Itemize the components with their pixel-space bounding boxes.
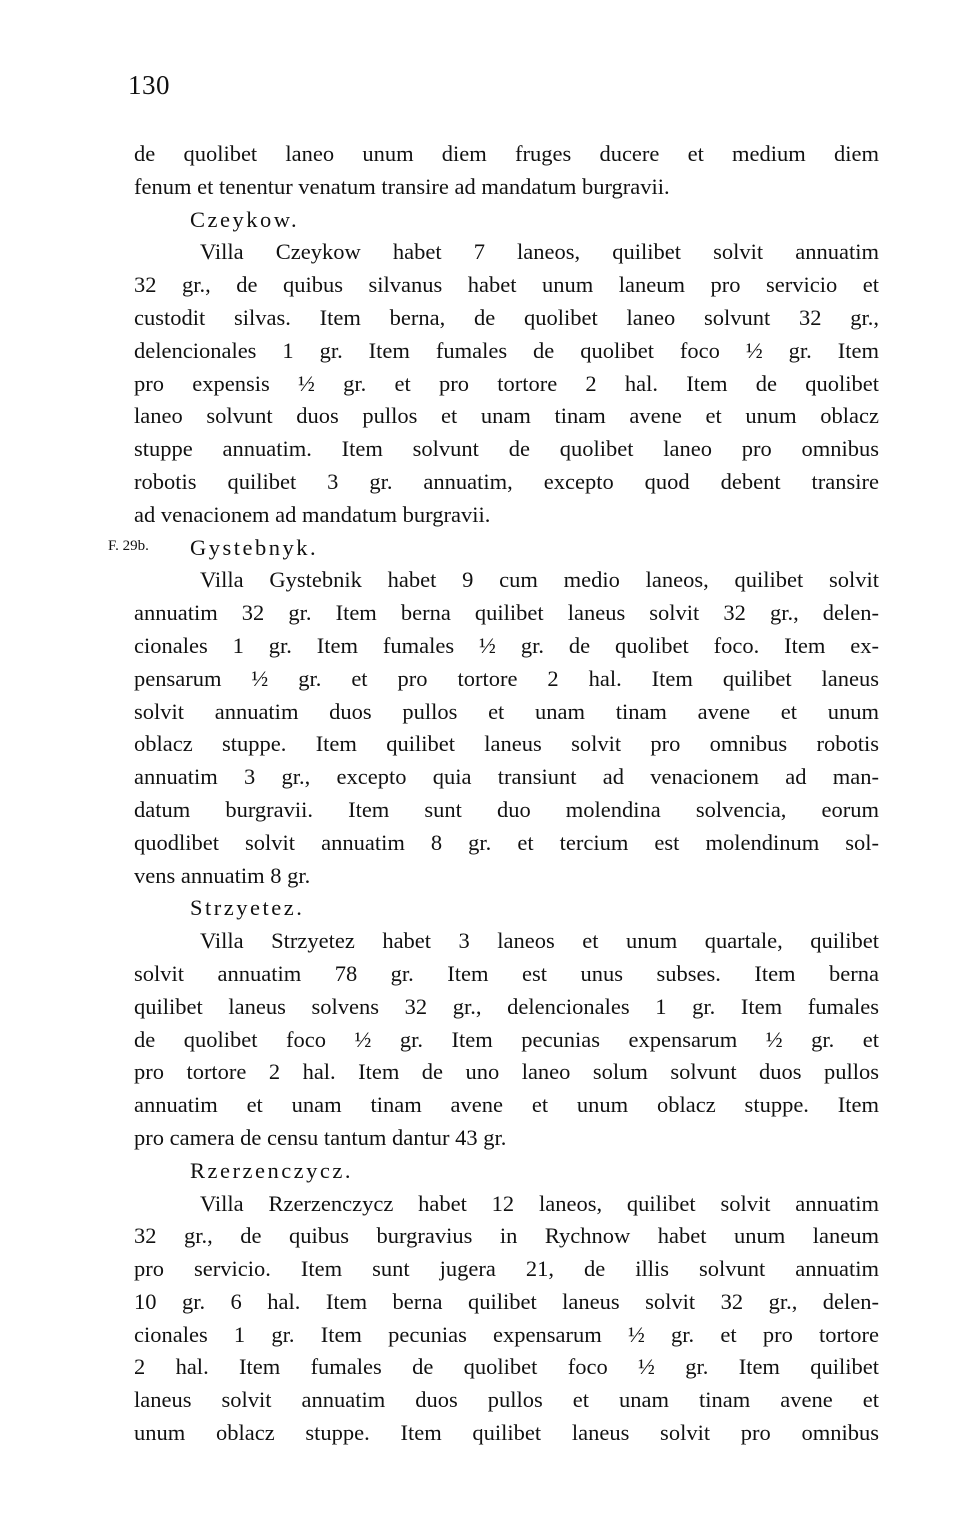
text-line: quilibet laneus solvens 32 gr., delencionales 1 gr. Item fumales [134, 993, 879, 1019]
section-heading: Czeykow. [190, 206, 300, 232]
text-line: de quolibet laneo unum diem fruges ducere et medium diem [134, 141, 879, 166]
margin-folio-note: F. 29b. [108, 538, 149, 554]
text-line: pro servicio. Item sunt jugera 21, de illis solvunt annuatim [134, 1256, 879, 1282]
section-heading: Strzyetez. [190, 895, 305, 921]
text-line: laneo solvunt duos pullos et unam tinam avene et unum oblacz [134, 403, 879, 429]
text-line: ad venacionem ad mandatum burgravii. [134, 501, 491, 527]
text-line: pro expensis ½ gr. et pro tortore 2 hal. Item de quolibet [134, 370, 879, 396]
text-line: solvit annuatim 78 gr. Item est unus subses. Item berna [134, 960, 879, 986]
text-line: custodit silvas. Item berna, de quolibet laneo solvunt 32 gr., [134, 304, 879, 330]
text-line: 2 hal. Item fumales de quolibet foco ½ gr. Item quilibet [134, 1354, 879, 1380]
text-line: pro tortore 2 hal. Item de uno laneo solum solvunt duos pullos [134, 1059, 879, 1085]
text-line: unum oblacz stuppe. Item quilibet laneus solvit pro omnibus [134, 1420, 879, 1446]
text-line: Villa Rzerzenczycz habet 12 laneos, quilibet solvit annuatim [200, 1190, 879, 1216]
text-line: datum burgravii. Item sunt duo molendina solvencia, eorum [134, 796, 879, 822]
text-line: cionales 1 gr. Item fumales ½ gr. de quolibet foco. Item ex- [134, 632, 879, 658]
text-line: pro camera de censu tantum dantur 43 gr. [134, 1124, 507, 1150]
text-line: fenum et tenentur venatum transire ad mandatum burgravii. [134, 173, 670, 199]
text-line: 10 gr. 6 hal. Item berna quilibet laneus solvit 32 gr., delen- [134, 1288, 879, 1314]
text-line: solvit annuatim duos pullos et unam tinam avene et unum [134, 698, 879, 724]
page-number: 130 [128, 70, 170, 100]
text-line: 32 gr., de quibus burgravius in Rychnow habet unum laneum [134, 1223, 879, 1249]
text-line: annuatim 32 gr. Item berna quilibet laneus solvit 32 gr., delen- [134, 600, 879, 626]
text-line: de quolibet foco ½ gr. Item pecunias expensarum ½ gr. et [134, 1026, 879, 1052]
text-line: annuatim et unam tinam avene et unum oblacz stuppe. Item [134, 1092, 879, 1118]
text-line: oblacz stuppe. Item quilibet laneus solvit pro omnibus robotis [134, 731, 879, 757]
text-line: cionales 1 gr. Item pecunias expensarum ½ gr. et pro tortore [134, 1321, 879, 1347]
text-line: stuppe annuatim. Item solvunt de quolibet laneo pro omnibus [134, 436, 879, 462]
text-line: delencionales 1 gr. Item fumales de quolibet foco ½ gr. Item [134, 337, 879, 363]
text-line: Villa Strzyetez habet 3 laneos et unum quartale, quilibet [200, 928, 879, 954]
text-line: 32 gr., de quibus silvanus habet unum laneum pro servicio et [134, 272, 879, 298]
text-line: robotis quilibet 3 gr. annuatim, excepto quod debent transire [134, 468, 879, 494]
text-line: Villa Czeykow habet 7 laneos, quilibet solvit annuatim [200, 239, 879, 265]
text-line: pensarum ½ gr. et pro tortore 2 hal. Item quilibet laneus [134, 665, 879, 691]
text-line: laneus solvit annuatim duos pullos et unam tinam avene et [134, 1387, 879, 1413]
text-body [134, 138, 879, 1450]
text-line: vens annuatim 8 gr. [134, 862, 311, 888]
section-heading: Rzerzenczycz. [190, 1157, 354, 1183]
text-line: Villa Gystebnik habet 9 cum medio laneos, quilibet solvit [200, 567, 879, 593]
section-heading: Gystebnyk. [190, 534, 319, 560]
text-line: annuatim 3 gr., excepto quia transiunt ad venacionem ad man- [134, 764, 879, 790]
text-line: quodlibet solvit annuatim 8 gr. et tercium est molendinum sol- [134, 829, 879, 855]
